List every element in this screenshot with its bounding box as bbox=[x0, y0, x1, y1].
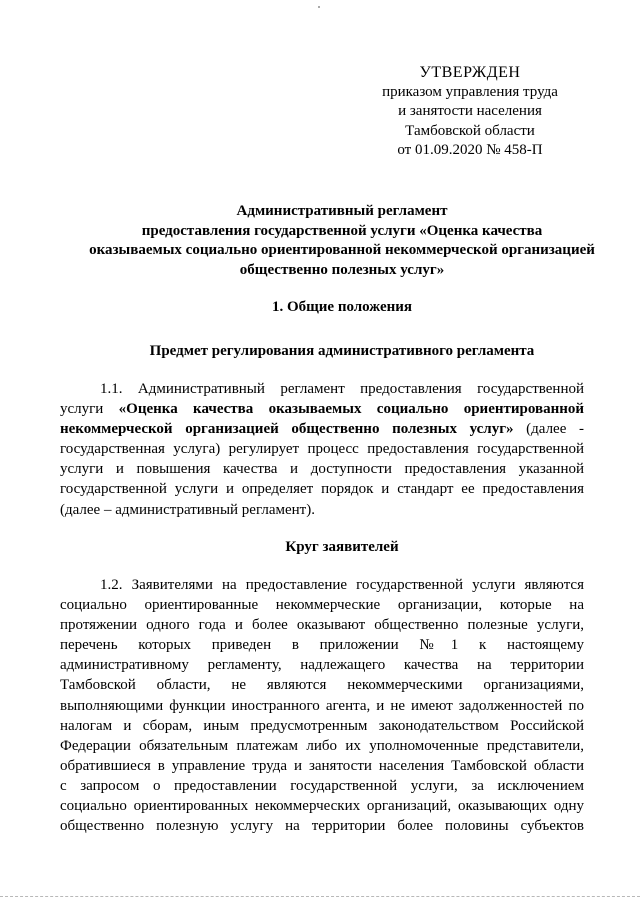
paragraph-line: социально ориентированные некоммерческие организации, которые на bbox=[60, 597, 584, 614]
paragraph-line: общественно полезную услугу на территории более половины субъектов bbox=[60, 818, 584, 835]
document-title bbox=[40, 202, 640, 280]
paragraph-line: административному регламенту, надлежащего качества на территории bbox=[60, 657, 584, 674]
title-line: предоставления государственной услуги «Оценка качества bbox=[141, 222, 543, 239]
paragraph-line: перечень которых приведен в приложении №1 к настоящему bbox=[60, 637, 584, 654]
approval-heading: УТВЕРЖДЕН bbox=[419, 64, 521, 81]
approval-stamp bbox=[370, 63, 570, 161]
paragraph-line: (далее – административный регламент). bbox=[60, 501, 315, 518]
scan-artifact-line bbox=[0, 896, 640, 899]
paragraph-line: 1.2. Заявителями на предоставление государственной услуги являются bbox=[100, 577, 584, 593]
paragraph-line: выполняющими функции иностранного агента, и не имеют задолженностей по bbox=[60, 697, 584, 714]
paragraph-line: обратившиеся в управление труда и занятости населения Тамбовской области bbox=[60, 757, 584, 774]
title-line: общественно полезных услуг» bbox=[239, 261, 445, 278]
paragraph-line: некоммерческой организацией общественно полезных услуг» (далее - bbox=[60, 421, 584, 438]
subsection-heading: Предмет регулирования административного регламента bbox=[149, 343, 535, 359]
paragraph-1-2 bbox=[60, 575, 584, 836]
paragraph-line: с запросом о предоставлении государственной услуги, за исключением bbox=[60, 777, 584, 794]
title-line: Административный регламент bbox=[236, 203, 448, 219]
subsection-heading: Круг заявителей bbox=[285, 539, 399, 555]
paragraph-line: Федерации обязательным платежам либо их уполномоченные представители, bbox=[60, 737, 584, 754]
approval-line: и занятости населения bbox=[398, 103, 542, 119]
scan-artifact-dot bbox=[318, 6, 320, 8]
paragraph-line: Тамбовской области, не являются некоммерческими организациями, bbox=[60, 677, 584, 694]
paragraph-line: 1.1. Административный регламент предоставления государственной bbox=[100, 381, 584, 397]
paragraph-line: социально ориентированных некоммерческих организаций, оказывающих одну bbox=[60, 798, 584, 815]
paragraph-line: протяжении одного года и более оказывают общественно полезные услуги, bbox=[60, 617, 584, 634]
title-line: оказываемых социально ориентированной некоммерческой организацией bbox=[89, 242, 595, 258]
section-heading: 1. Общие положения bbox=[271, 299, 413, 315]
approval-line: приказом управления труда bbox=[382, 83, 558, 100]
paragraph-line: налогам и сборам, иным предусмотренным законодательством Российской bbox=[60, 717, 584, 734]
paragraph-line: услуги и повышения качества и доступности предоставления указанной bbox=[60, 461, 584, 478]
paragraph-line: услуги «Оценка качества оказываемых социально ориентированной bbox=[60, 401, 585, 418]
paragraph-line: государственной услуги и определяет порядок и стандарт ее предоставления bbox=[60, 481, 584, 498]
paragraph-1-1 bbox=[60, 379, 584, 520]
approval-line: от 01.09.2020 № 458-П bbox=[397, 142, 543, 158]
paragraph-line: государственная услуга) регулирует процесс предоставления государственной bbox=[60, 441, 584, 458]
approval-line: Тамбовской области bbox=[405, 122, 535, 139]
